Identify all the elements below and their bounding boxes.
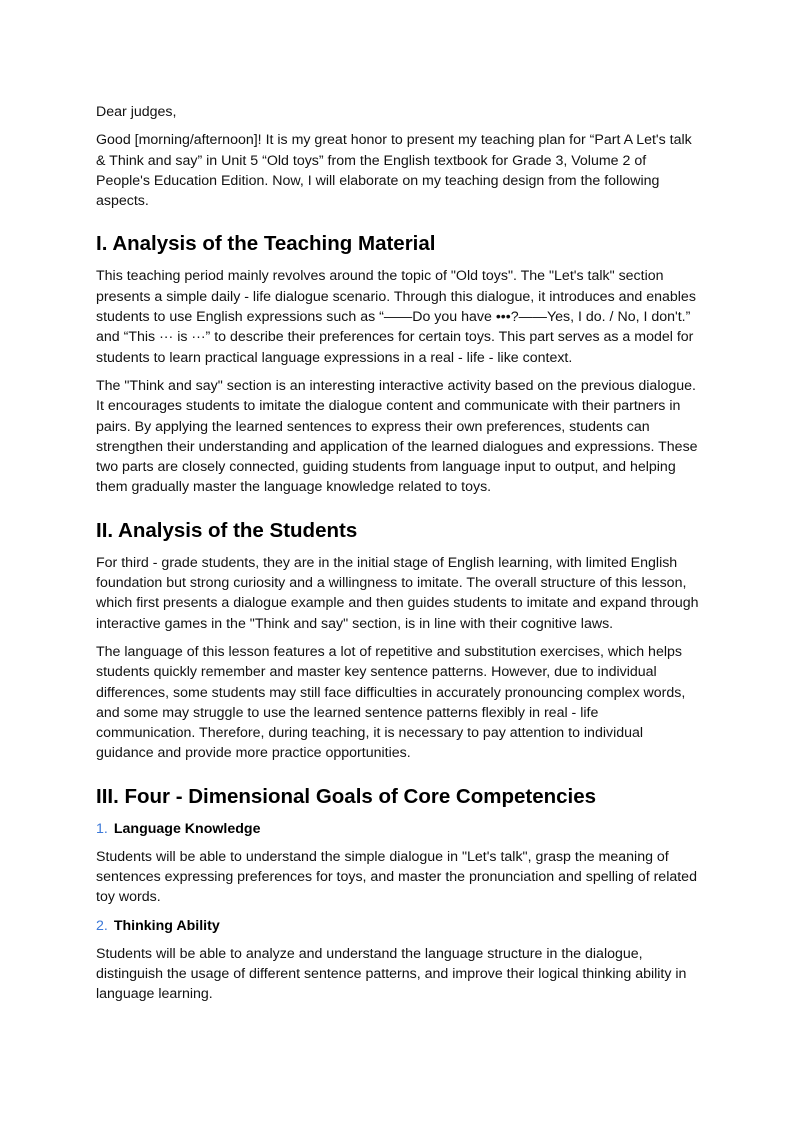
body-paragraph: For third - grade students, they are in the initial stage of English learning, with limited English foundation but strong curiosity and a willingness to imitate. The overall structure of this lesson, which first presents a dialogue example and then guides students to imitate and expand through interactive games in the "Think and say" section, is in line with their cognitive laws. — [96, 554, 699, 632]
body-paragraph: Students will be able to analyze and understand the language structure in the dialogue, distinguish the usage of different sentence patterns, and improve their logical thinking ability in language learning. — [96, 945, 687, 1003]
section-heading-core-competencies: III. Four - Dimensional Goals of Core Competencies — [96, 784, 597, 808]
document-page — [96, 102, 701, 1013]
numbered-subheading-thinking-ability — [96, 916, 701, 936]
subheading-label: Thinking Ability — [113, 917, 220, 934]
body-paragraph: The language of this lesson features a lot of repetitive and substitution exercises, which helps students quickly remember and master key sentence patterns. However, due to individual differences, some students may still face difficulties in accurately pronouncing complex words, and some may struggle to use the learned sentence patterns flexibly in real - life communication. Therefore, during teaching, it is necessary to pay attention to individual guidance and provide more practice opportunities. — [96, 643, 686, 762]
list-number: 1. — [96, 820, 108, 837]
body-paragraph: This teaching period mainly revolves around the topic of "Old toys". The "Let's talk" section presents a simple daily - life dialogue scenario. Through this dialogue, it introduces and enables students to use English expressions such as “——Do you have •••?——Yes, I do. / No, I don't.” and “This ··· is ···” to describe their preferences for certain toys. This part serves as a model for students to learn practical language expressions in a real - life - like context. — [96, 268, 696, 366]
section-heading-teaching-material: I. Analysis of the Teaching Material — [96, 232, 436, 256]
body-paragraph: The "Think and say" section is an interesting interactive activity based on the previous dialogue. It encourages students to imitate the dialogue content and communicate with their partners in pairs. By applying the learned sentences to express their own preferences, students can strengthen their understanding and application of the learned dialogues and expressions. These two parts are closely connected, guiding students from language input to output, and helping them gradually master the language knowledge related to toys. — [96, 377, 698, 496]
greeting: Dear judges, — [96, 104, 177, 120]
intro-paragraph: Good [morning/afternoon]! It is my great honor to present my teaching plan for “Part A Let's talk & Think and say” in Unit 5 “Old toys” from the English textbook for Grade 3, Volume 2 of People's Education Edition. Now, I will elaborate on my teaching design from the following aspects. — [96, 132, 692, 210]
section-heading-students: II. Analysis of the Students — [96, 518, 358, 542]
numbered-subheading-language-knowledge — [96, 819, 701, 839]
list-number: 2. — [96, 917, 108, 934]
subheading-label: Language Knowledge — [113, 820, 261, 837]
body-paragraph: Students will be able to understand the simple dialogue in "Let's talk", grasp the meaning of sentences expressing preferences for toys, and master the pronunciation and spelling of related toy words. — [96, 848, 697, 906]
